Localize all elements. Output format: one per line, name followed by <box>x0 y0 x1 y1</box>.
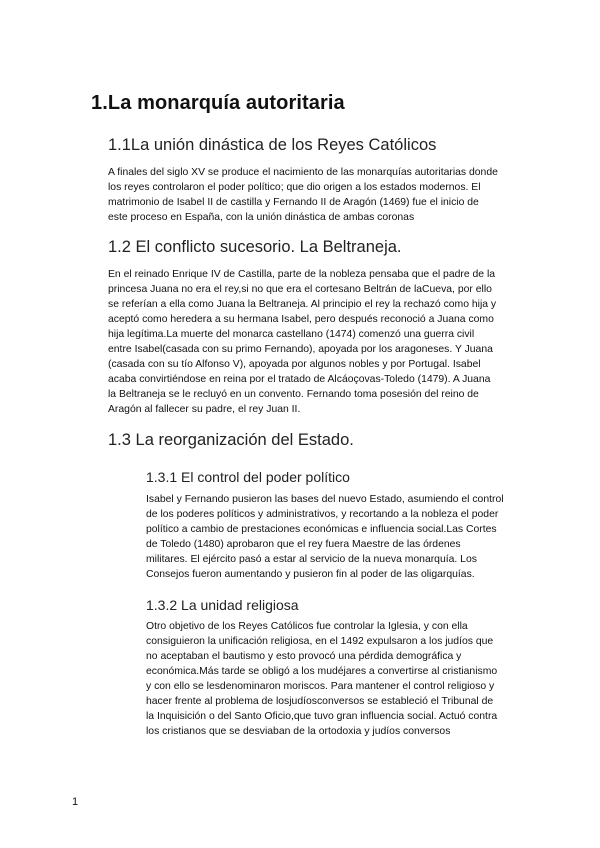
text-line: aceptó como heredera a su hermana Isabel, pero después reconoció a Juana como <box>108 314 494 325</box>
section-paragraph-1-1 <box>108 165 498 225</box>
text-line: acaba convirtiéndose en reina por el tratado de Alcáoçovas-Toledo (1479). A Juana <box>108 374 491 385</box>
text-line: hacer frente al problema de losjudíosconversos se estableció el Tribunal de <box>146 696 494 707</box>
section-heading-1-2: 1.2 El conflicto sucesorio. La Beltraneja. <box>108 238 402 256</box>
text-line: En el reinado Enrique IV de Castilla, parte de la nobleza pensaba que el padre de la <box>108 269 496 280</box>
text-line: la Beltraneja se le recluyó en un convento. Fernando toma posesión del reino de <box>108 389 479 400</box>
section-heading-1-3: 1.3 La reorganización del Estado. <box>108 431 354 449</box>
text-line: se referían a ella como Juana la Beltraneja. Al principio el rey la rechazó como hija y <box>108 299 497 310</box>
text-line: princesa Juana no era el rey,si no que era el cortesano Beltrán de laCueva, por ello <box>108 284 492 295</box>
text-line: de Toledo (1480) aprobaron que el rey fuera Maestre de las órdenes <box>146 539 461 550</box>
text-line: político a cambio de prestaciones económicas e influencia social.Las Cortes <box>146 524 497 535</box>
text-line: (casada con su tío Alfonso V), apoyada por algunos nobles y por Portugal. Isabel <box>108 359 481 370</box>
subsection-heading-1-3-2: 1.3.2 La unidad religiosa <box>146 597 299 613</box>
section-paragraph-1-2 <box>108 267 496 417</box>
subsection-paragraph-1-3-2 <box>146 619 497 739</box>
text-line: económica.Más tarde se obligó a los mudéjares a convertirse al cristianismo <box>146 666 498 677</box>
text-line: de los poderes políticos y administrativos, y recortando a la nobleza el poder <box>146 509 499 520</box>
text-line: la Inquisición o del Santo Oficio,que tuvo gran influencia social. Actuó contra <box>146 711 498 722</box>
text-line: Consejos fueron aumentando y pusieron fin al poder de las oligarquías. <box>146 569 475 580</box>
text-line: no aceptaban el bautismo y esto provocó una pérdida demográfica y <box>146 651 462 662</box>
subsection-heading-1-3-1: 1.3.1 El control del poder político <box>146 469 350 485</box>
text-line: militares. El ejército pasó a estar al servicio de la nueva monarquía. Los <box>146 554 477 565</box>
text-line: los cristianos que se desviaban de la ortodoxia y judíos conversos <box>146 726 451 737</box>
text-line: matrimonio de Isabel II de castilla y Fernando II de Aragón (1469) fue el inicio de <box>108 197 479 208</box>
text-line: entre Isabel(casada con su primo Fernando), apoyada por los aragoneses. Y Juana <box>108 344 493 355</box>
page-number: 1 <box>72 796 79 808</box>
text-line: y con ello se lesdenominaron moriscos. Para mantener el control religioso y <box>146 681 495 692</box>
text-line: hija legítima.La muerte del monarca castellano (1474) comenzó una guerra civil <box>108 329 475 340</box>
text-line: Aragón al fallecer su padre, el rey Juan II. <box>108 404 301 415</box>
subsection-paragraph-1-3-1 <box>146 492 504 582</box>
text-line: este proceso en España, con la unión dinástica de ambas coronas <box>108 212 415 223</box>
text-line: consiguieron la unificación religiosa, en el 1492 expulsaron a los judíos que <box>146 636 494 647</box>
text-line: Otro objetivo de los Reyes Católicos fue controlar la Iglesia, y con ella <box>146 621 468 632</box>
text-line: Isabel y Fernando pusieron las bases del nuevo Estado, asumiendo el control <box>146 494 504 505</box>
section-heading-1-1: 1.1La unión dinástica de los Reyes Católicos <box>108 136 437 154</box>
text-line: A finales del siglo XV se produce el nacimiento de las monarquías autoritarias donde <box>108 167 498 178</box>
text-line: los reyes controlaron el poder político; que dio origen a los estados modernos. El <box>108 182 481 193</box>
page-title: 1.La monarquía autoritaria <box>91 92 345 114</box>
